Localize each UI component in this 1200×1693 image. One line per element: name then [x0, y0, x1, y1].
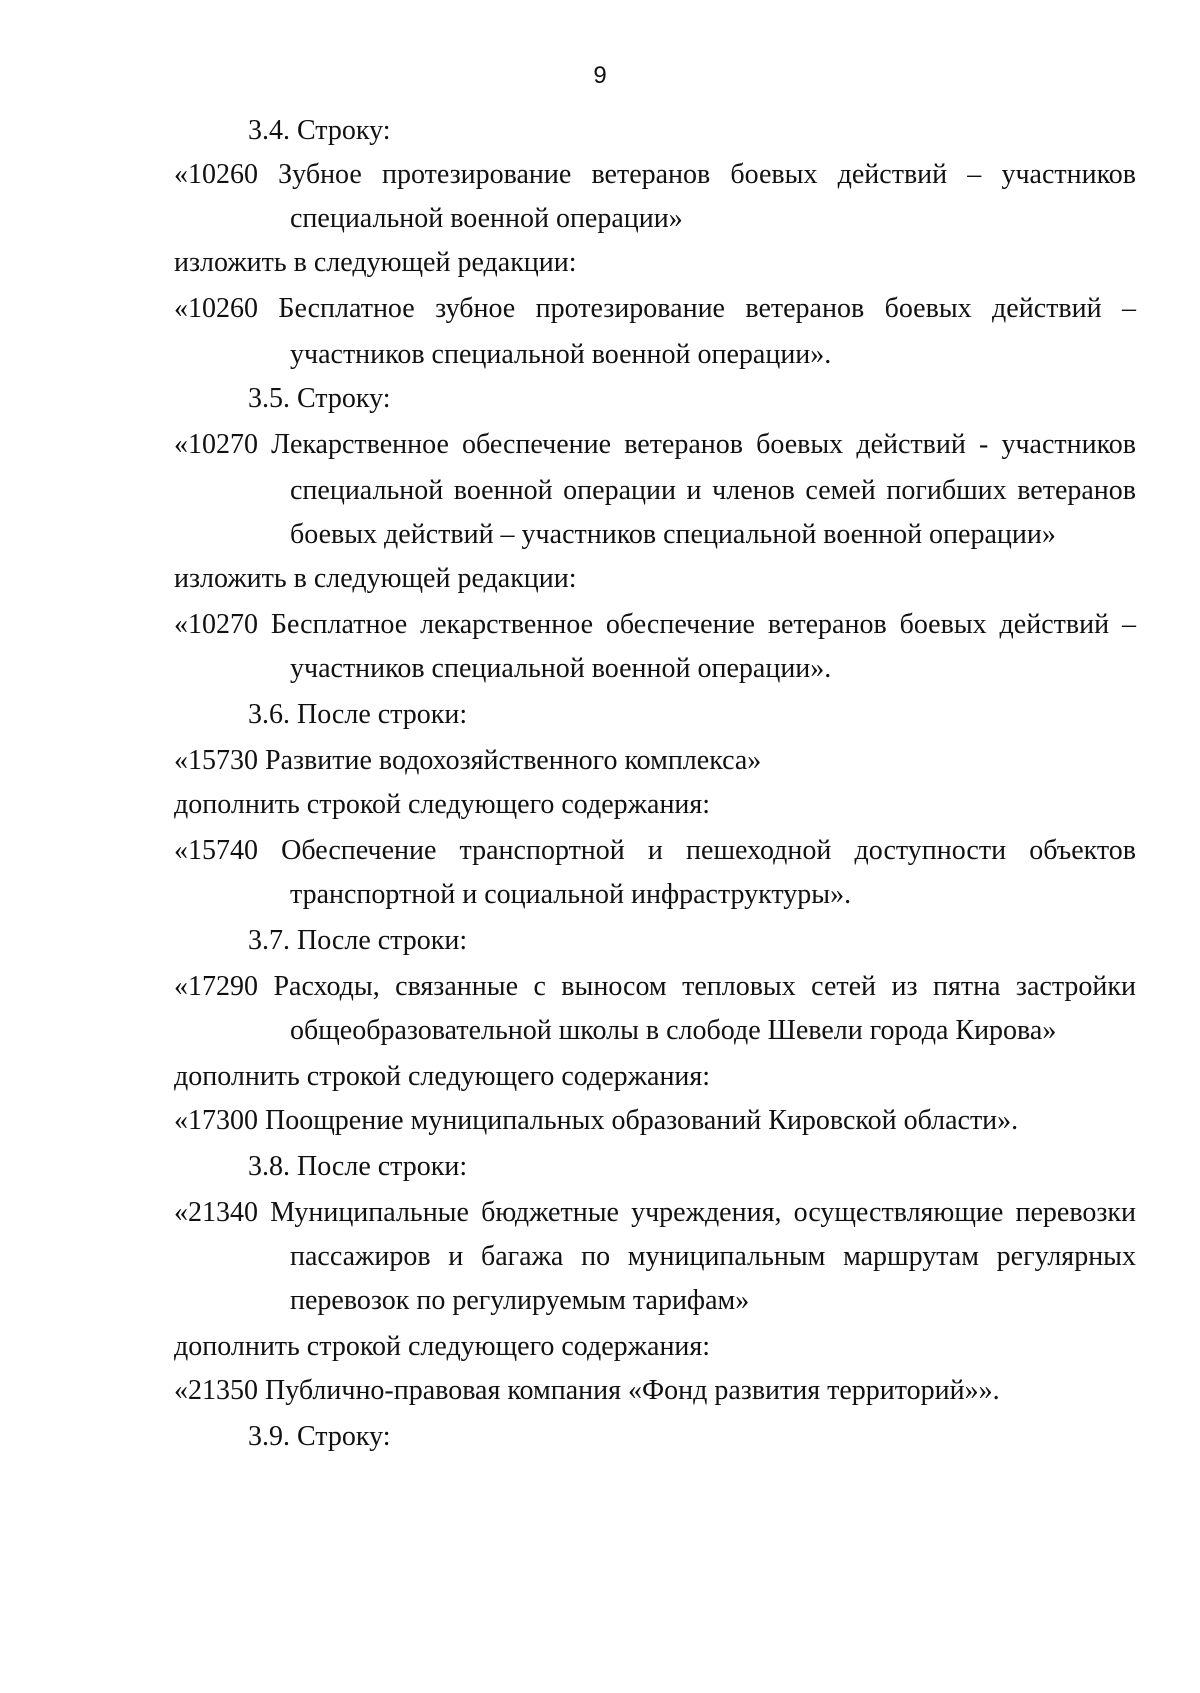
text-line: «10270 Лекарственное обеспечение ветеранов боевых действий - участников	[174, 429, 1136, 460]
text-line: «10270 Бесплатное лекарственное обеспечение ветеранов боевых действий –	[174, 609, 1136, 640]
text-line: транспортной и социальной инфраструктуры».	[290, 879, 852, 910]
text-line: дополнить строкой следующего содержания:	[174, 789, 711, 820]
section-heading-3-8: 3.8. После строки:	[248, 1151, 468, 1182]
text-line: пассажиров и багажа по муниципальным маршрутам регулярных	[290, 1241, 1136, 1272]
section-heading-3-4: 3.4. Строку:	[248, 115, 391, 146]
text-line: боевых действий – участников специальной военной операции»	[290, 519, 1056, 550]
section-heading-3-6: 3.6. После строки:	[248, 699, 468, 730]
text-line: «10260 Бесплатное зубное протезирование ветеранов боевых действий –	[174, 293, 1136, 324]
text-line: «17300 Поощрение муниципальных образований Кировской области».	[174, 1105, 1019, 1136]
page-number: 9	[593, 62, 607, 89]
text-line: «15730 Развитие водохозяйственного комплекса»	[174, 745, 762, 776]
text-line: «21340 Муниципальные бюджетные учреждения, осуществляющие перевозки	[174, 1197, 1136, 1228]
text-line: специальной военной операции и членов семей погибших ветеранов	[290, 475, 1136, 506]
text-line: специальной военной операции»	[290, 203, 683, 234]
section-heading-3-7: 3.7. После строки:	[248, 925, 468, 956]
text-line: «21350 Публично-правовая компания «Фонд развития территорий»».	[174, 1375, 1000, 1406]
text-line: перевозок по регулируемым тарифам»	[290, 1285, 750, 1316]
text-line: участников специальной военной операции».	[290, 653, 832, 684]
text-line: общеобразовательной школы в слободе Шевели города Кирова»	[290, 1015, 1057, 1046]
text-line: изложить в следующей редакции:	[174, 247, 577, 278]
text-line: «15740 Обеспечение транспортной и пешеходной доступности объектов	[174, 835, 1136, 866]
text-line: «10260 Зубное протезирование ветеранов боевых действий – участников	[174, 159, 1136, 190]
text-line: участников специальной военной операции».	[290, 339, 832, 370]
text-line: дополнить строкой следующего содержания:	[174, 1061, 711, 1092]
section-heading-3-5: 3.5. Строку:	[248, 383, 391, 414]
section-heading-3-9: 3.9. Строку:	[248, 1421, 391, 1452]
text-line: «17290 Расходы, связанные с выносом тепловых сетей из пятна застройки	[174, 971, 1136, 1002]
text-line: изложить в следующей редакции:	[174, 563, 577, 594]
text-line: дополнить строкой следующего содержания:	[174, 1331, 711, 1362]
